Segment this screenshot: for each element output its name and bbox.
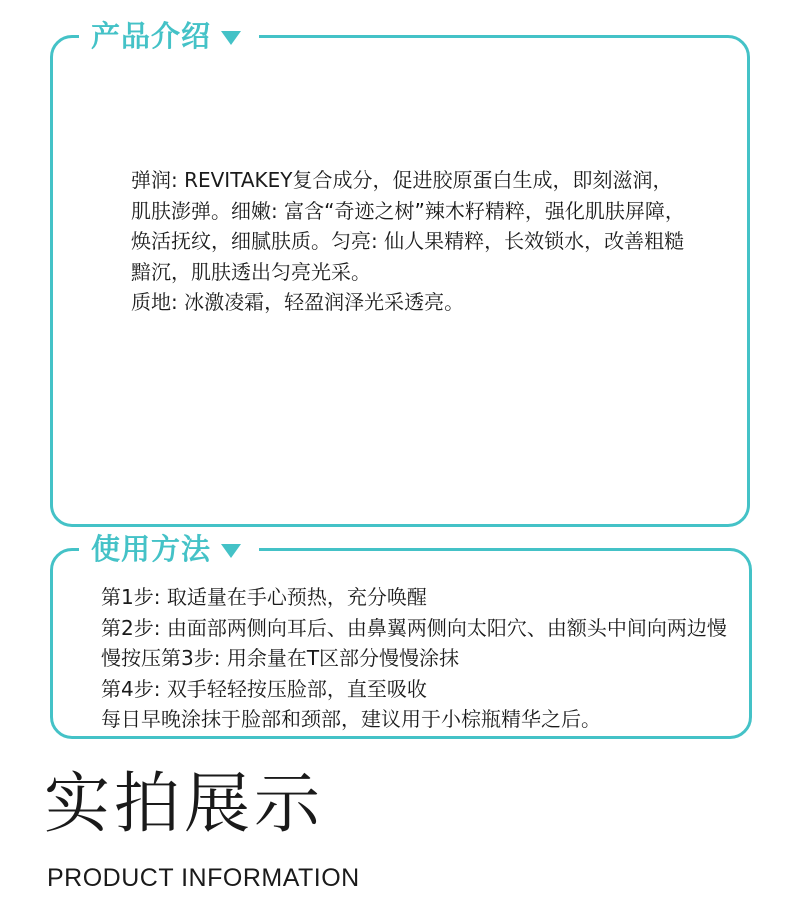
- usage-line: 第2步: 由面部两侧向耳后、由鼻翼两侧向太阳穴、由额头中间向两边慢慢按压第3步: 用余量在T区部分慢慢涂抹: [101, 615, 727, 670]
- intro-paragraph: 质地: 冰激凌霜，轻盈润泽光采透亮。: [131, 290, 465, 314]
- intro-paragraph: 弹润: REVITAKEY复合成分，促进胶原蛋白生成，即刻滋润，肌肤澎弹。细嫩: 富含“奇迹之树”辣木籽精粹，强化肌肤屏障，焕活抚纹，细腻肤质。匀亮: 仙人果精粹，长效锁水，改善粗糙黯沉，肌肤透出匀亮光采。: [131, 168, 685, 284]
- usage-line: 第4步: 双手轻轻按压脸部，直至吸收: [101, 676, 427, 701]
- usage-text: [101, 582, 741, 735]
- product-intro-panel: [50, 18, 750, 527]
- triangle-down-icon: [221, 544, 241, 558]
- product-intro-text: [131, 165, 691, 318]
- usage-line: 第1步: 取适量在手心预热，充分唤醒: [101, 585, 427, 609]
- usage-heading: [79, 527, 259, 571]
- product-intro-title: 产品介绍: [91, 18, 212, 53]
- triangle-down-icon: [221, 31, 241, 45]
- product-intro-heading: [79, 14, 259, 58]
- usage-panel: [50, 531, 752, 739]
- gallery-subtitle: PRODUCT INFORMATION: [47, 864, 360, 892]
- gallery-title: 实拍展示: [44, 765, 324, 842]
- usage-line: 每日早晚涂抹于脸部和颈部，建议用于小棕瓶精华之后。: [101, 707, 601, 731]
- usage-title: 使用方法: [91, 531, 212, 566]
